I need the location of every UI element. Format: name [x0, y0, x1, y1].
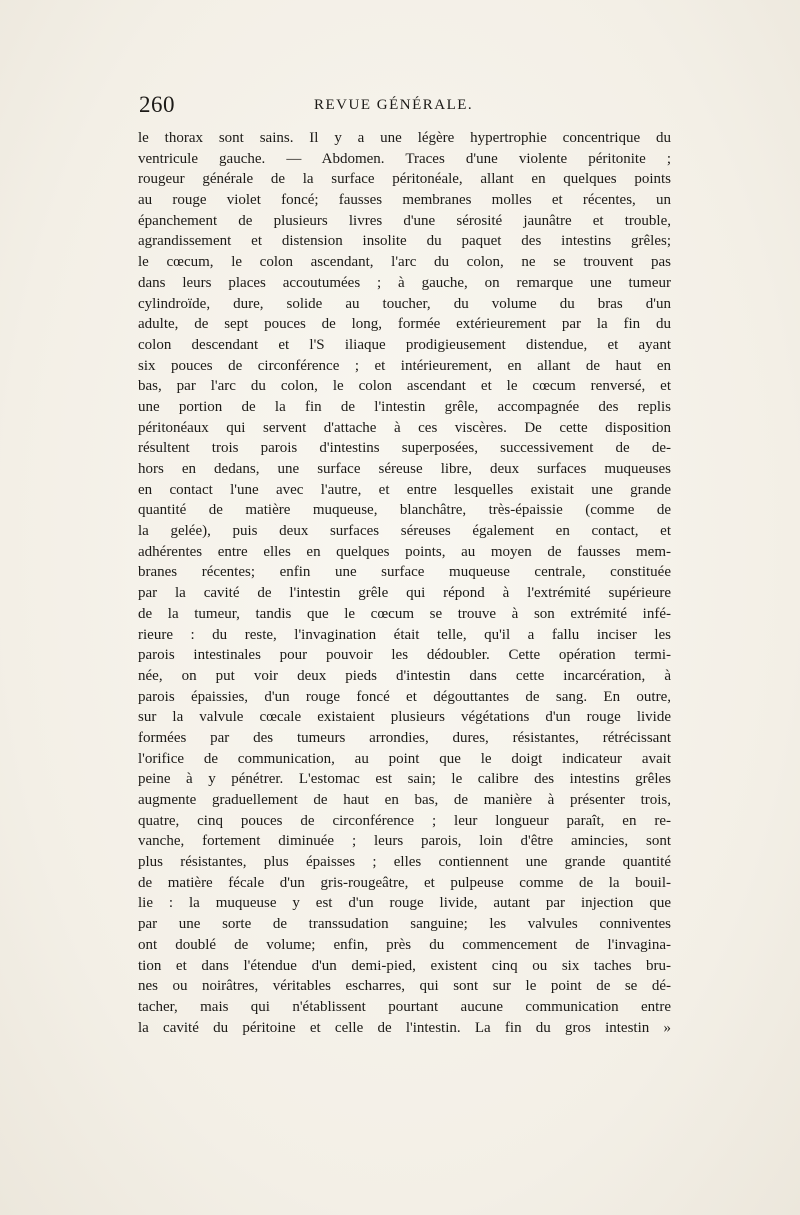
- text-line: branes récentes; enfin une surface muqueuse centrale, constituée: [138, 564, 671, 581]
- text-line: tion et dans l'étendue d'un demi-pied, existent cinq ou six taches bru-: [138, 957, 671, 974]
- text-line: colon descendant et l'S iliaque prodigieusement distendue, et ayant: [138, 336, 671, 353]
- text-line: l'orifice de communication, au point que le doigt indicateur avait: [138, 750, 671, 767]
- text-line: résultent trois parois d'intestins superposées, successivement de de-: [138, 440, 671, 457]
- text-line: parois épaissies, d'un rouge foncé et dégouttantes de sang. En outre,: [138, 688, 671, 705]
- text-line: une portion de la fin de l'intestin grêle, accompagnée des replis: [138, 398, 671, 415]
- text-line: augmente graduellement de haut en bas, de manière à présenter trois,: [138, 792, 671, 808]
- text-line: au rouge violet foncé; fausses membranes molles et récentes, un: [138, 192, 671, 209]
- text-line: péritonéaux qui servent d'attache à ces viscères. De cette disposition: [138, 419, 671, 436]
- text-line: formées par des tumeurs arrondies, dures, résistantes, rétrécissant: [138, 729, 671, 746]
- text-line: tacher, mais qui n'établissent pourtant aucune communication entre: [138, 998, 671, 1015]
- text-line: agrandissement et distension insolite du paquet des intestins grêles;: [138, 233, 671, 250]
- text-line: rieure : du reste, l'invagination était telle, qu'il a fallu inciser les: [138, 626, 671, 643]
- page-number: 260: [139, 92, 175, 117]
- text-line: par une sorte de transsudation sanguine; les valvules conniventes: [138, 916, 671, 933]
- text-line: rougeur générale de la surface péritonéale, allant en quelques points: [138, 171, 671, 188]
- text-line: plus résistantes, plus épaisses ; elles contiennent une grande quantité: [138, 854, 671, 871]
- text-line: de la tumeur, tandis que le cœcum se trouve à son extrémité infé-: [138, 605, 671, 622]
- text-line: quatre, cinq pouces de circonférence ; leur longueur paraît, en re-: [138, 812, 671, 829]
- text-line: en contact l'une avec l'autre, et entre lesquelles existait une grande: [138, 481, 671, 498]
- text-line: adhérentes entre elles en quelques points, au moyen de fausses mem-: [138, 543, 671, 560]
- text-line: la gelée), puis deux surfaces séreuses également en contact, et: [138, 523, 671, 540]
- text-line: dans leurs places accoutumées ; à gauche, on remarque une tumeur: [138, 274, 671, 291]
- text-line: hors en dedans, une surface séreuse libre, deux surfaces muqueuses: [138, 461, 671, 477]
- text-line: six pouces de circonférence ; et intérieurement, en allant de haut en: [138, 357, 671, 374]
- text-line: lie : la muqueuse y est d'un rouge livide, autant par injection que: [138, 895, 671, 912]
- text-line: le cœcum, le colon ascendant, l'arc du colon, ne se trouvent pas: [138, 254, 671, 271]
- running-title: REVUE GÉNÉRALE.: [314, 97, 474, 113]
- text-line: la cavité du péritoine et celle de l'intestin. La fin du gros intestin »: [138, 1019, 671, 1036]
- text-line: cylindroïde, dure, solide au toucher, du volume du bras d'un: [138, 295, 671, 312]
- text-line: nes ou noirâtres, véritables escharres, qui sont sur le point de se dé-: [138, 978, 671, 995]
- text-line: par la cavité de l'intestin grêle qui répond à l'extrémité supérieure: [138, 585, 671, 602]
- body-text: [138, 128, 671, 1038]
- text-line: née, on put voir deux pieds d'intestin dans cette incarcération, à: [138, 667, 671, 684]
- text-line: bas, par l'arc du colon, le colon ascendant et le cœcum renversé, et: [138, 378, 671, 395]
- text-line: quantité de matière muqueuse, blanchâtre, très-épaissie (comme de: [138, 502, 671, 519]
- text-line: parois intestinales pour pouvoir les dédoubler. Cette opération termi-: [138, 647, 671, 664]
- running-head: [139, 92, 671, 120]
- text-line: de matière fécale d'un gris-rougeâtre, et pulpeuse comme de la bouil-: [138, 874, 671, 891]
- text-line: épanchement de plusieurs livres d'une sérosité jaunâtre et trouble,: [138, 212, 671, 229]
- text-line: sur la valvule cœcale existaient plusieurs végétations d'un rouge livide: [138, 709, 671, 726]
- text-line: ont doublé de volume; enfin, près du commencement de l'invagina-: [138, 936, 671, 953]
- text-line: vanche, fortement diminuée ; leurs parois, loin d'être amincies, sont: [138, 833, 671, 850]
- text-line: peine à y pénétrer. L'estomac est sain; le calibre des intestins grêles: [138, 771, 671, 788]
- text-line: ventricule gauche. — Abdomen. Traces d'une violente péritonite ;: [138, 150, 671, 167]
- text-line: le thorax sont sains. Il y a une légère hypertrophie concentrique du: [138, 130, 671, 146]
- text-line: adulte, de sept pouces de long, formée extérieurement par la fin du: [138, 316, 671, 333]
